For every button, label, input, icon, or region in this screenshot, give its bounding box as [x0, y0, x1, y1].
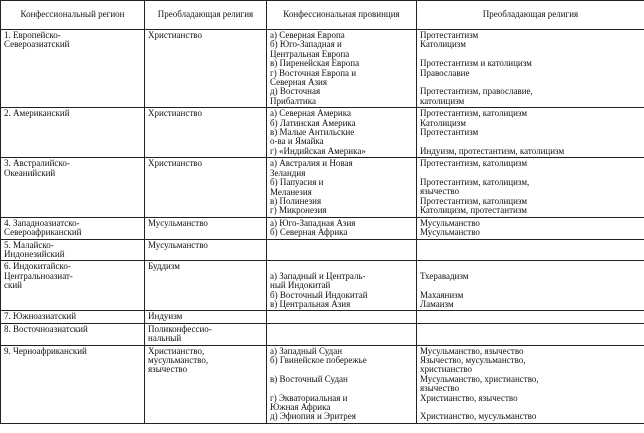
cell-text: Православие	[420, 67, 470, 78]
province-religion-cell	[417, 108, 644, 158]
cell-text: Католицизм	[420, 39, 466, 50]
region-cell	[1, 323, 145, 345]
province-cell	[267, 108, 417, 158]
cell-text: в) Центральная Азия	[270, 298, 351, 309]
cell-text: в) Полинезия	[270, 195, 322, 206]
cell-text: Тхеравадизм	[420, 270, 469, 281]
cell-text: Христианство	[148, 158, 202, 169]
table-row	[1, 323, 644, 345]
cell-text: Поликонфессио-	[148, 323, 212, 334]
cell-text: 4. Западноазиатско-	[4, 217, 80, 228]
cell-text: г) Микронезия	[270, 205, 327, 216]
table-row	[1, 108, 644, 158]
province-religion-cell	[417, 217, 644, 239]
cell-text: 8. Восточноазиатский	[4, 323, 88, 334]
cell-text: б) Северная Африка	[270, 227, 348, 238]
cell-text: Мусульманство, язычество	[420, 345, 524, 356]
cell-text: Махаянизм	[420, 289, 464, 300]
cell-text: д) Восточная	[270, 86, 321, 97]
province-religion-cell	[417, 261, 644, 311]
cell-text: Протестантизм	[420, 30, 479, 40]
cell-text: а) Северная Европа	[270, 30, 345, 40]
region-cell	[1, 239, 145, 261]
province-religion-cell	[417, 311, 644, 323]
cell-text: 7. Южноазиатский	[4, 311, 77, 322]
cell-text: г) Экваториальная и	[270, 392, 348, 403]
cell-text: Протестантизм, православие,	[420, 86, 533, 97]
cell-text: б) Юго-Западная и	[270, 39, 342, 50]
cell-text: б) Латинская Америка	[270, 117, 356, 128]
region-cell	[1, 108, 145, 158]
province-cell	[267, 311, 417, 323]
cell-text: Христианство, мусульманство	[420, 411, 537, 422]
region-cell	[1, 30, 145, 108]
cell-text: Язычество, мусульманство,	[420, 354, 526, 365]
cell-text: Католицизм, протестантизм	[420, 205, 527, 216]
table-row	[1, 239, 644, 261]
cell-text: Зеландия	[270, 167, 306, 178]
header-region: Конфессиональный регион	[1, 1, 145, 30]
cell-text: Океанийский	[4, 167, 56, 178]
cell-text: 1. Европейско-	[4, 30, 61, 40]
table-row	[1, 311, 644, 323]
province-religion-cell	[417, 158, 644, 217]
cell-text: Христианство	[148, 30, 202, 40]
region-cell	[1, 217, 145, 239]
table-row	[1, 345, 644, 423]
cell-text: Христианство, язычество	[420, 392, 518, 403]
cell-text: ный Индокитай	[270, 280, 331, 291]
cell-text: Мусульманство	[148, 239, 208, 250]
religion-cell	[145, 311, 267, 323]
religion-cell	[145, 217, 267, 239]
region-cell	[1, 158, 145, 217]
cell-text: Протестантизм, католицизм	[420, 158, 528, 169]
religion-cell	[145, 158, 267, 217]
cell-text: г) «Индийская Америка»	[270, 145, 366, 156]
cell-text: в) Восточный Судан	[270, 373, 348, 384]
cell-text: в) Пиренейская Европа	[270, 58, 360, 69]
cell-text: 6. Индокитайско-	[4, 261, 71, 272]
cell-text: католицизм	[420, 95, 465, 106]
cell-text: Католицизм	[420, 117, 466, 128]
cell-text: в) Малые Антильские	[270, 127, 355, 138]
cell-text: Южная Африка	[270, 401, 331, 412]
cell-text: Мусульманство, христианство,	[420, 373, 539, 384]
cell-text: ский	[4, 280, 22, 291]
cell-text: Протестантизм, католицизм	[420, 108, 528, 119]
religion-cell	[145, 30, 267, 108]
province-cell	[267, 30, 417, 108]
table-row	[1, 217, 644, 239]
cell-text: 3. Австралийско-	[4, 158, 70, 169]
cell-text: о-ва и Ямайка	[270, 136, 324, 147]
cell-text: а) Юго-Западная Азия	[270, 217, 356, 228]
province-religion-cell	[417, 345, 644, 423]
cell-text: г) Восточная Европа и	[270, 67, 357, 78]
cell-text: 5. Малайско-	[4, 239, 54, 250]
cell-text: Центральная Европа	[270, 48, 350, 59]
table-body	[1, 30, 644, 424]
cell-text: язычество	[420, 186, 460, 197]
cell-text: Протестантизм	[420, 127, 479, 138]
cell-text: Северная Азия	[270, 77, 328, 88]
cell-text: Прибалтика	[270, 95, 316, 106]
cell-text: 2. Американский	[4, 108, 70, 119]
province-religion-cell	[417, 239, 644, 261]
cell-text: мусульманство,	[148, 354, 209, 365]
header-province-religion: Преобладающая религия	[417, 1, 644, 30]
cell-text: б) Папуасия и	[270, 177, 324, 188]
region-cell	[1, 345, 145, 423]
cell-text: Мусульманство	[420, 217, 480, 228]
province-cell	[267, 323, 417, 345]
cell-text: Буддизм	[148, 261, 180, 272]
province-cell	[267, 158, 417, 217]
cell-text: христианство	[420, 364, 472, 375]
province-cell	[267, 217, 417, 239]
religion-cell	[145, 108, 267, 158]
cell-text: Протестантизм, католицизм,	[420, 177, 530, 188]
cell-text: б) Гвинейское побережье	[270, 354, 367, 365]
table-row	[1, 158, 644, 217]
table-row	[1, 261, 644, 311]
province-religion-cell	[417, 30, 644, 108]
cell-text: Меланезия	[270, 186, 312, 197]
province-religion-cell	[417, 323, 644, 345]
cell-text: Ламаизм	[420, 298, 454, 309]
cell-text: Индуизм, протестантизм, католицизм	[420, 145, 565, 156]
cell-text: Индонезийский	[4, 248, 65, 259]
cell-text: д) Эфиопия и Эритрея	[270, 411, 356, 422]
cell-text: Центральноазиат-	[4, 270, 73, 281]
cell-text: Христианство	[148, 108, 202, 119]
religion-cell	[145, 345, 267, 423]
cell-text: язычество	[420, 383, 460, 394]
cell-text: Протестантизм, католицизм	[420, 195, 528, 206]
cell-text: Индуизм	[148, 311, 183, 322]
header-religion: Преобладающая религия	[145, 1, 267, 30]
region-cell	[1, 261, 145, 311]
cell-text: б) Восточный Индокитай	[270, 289, 368, 300]
cell-text: а) Австралия и Новая	[270, 158, 353, 169]
province-cell	[267, 261, 417, 311]
province-cell	[267, 239, 417, 261]
religion-cell	[145, 239, 267, 261]
cell-text: Североазиатский	[4, 39, 70, 50]
region-cell	[1, 311, 145, 323]
header-province: Конфессиональная провинция	[267, 1, 417, 30]
cell-text: а) Западный и Централь-	[270, 270, 366, 281]
religion-cell	[145, 323, 267, 345]
cell-text: Североафриканский	[4, 227, 82, 238]
cell-text: Мусульманство	[420, 227, 480, 238]
cell-text: а) Западный Судан	[270, 345, 343, 356]
cell-text: язычество	[148, 364, 188, 375]
cell-text: нальный	[148, 333, 182, 344]
cell-text: Христианство,	[148, 345, 205, 356]
table-row	[1, 30, 644, 108]
cell-text: а) Северная Америка	[270, 108, 351, 119]
cell-text: 9. Черноафриканский	[4, 345, 87, 356]
cell-text: Мусульманство	[148, 217, 208, 228]
province-cell	[267, 345, 417, 423]
header-row	[1, 1, 644, 30]
cell-text: Протестантизм и католицизм	[420, 58, 532, 69]
religion-cell	[145, 261, 267, 311]
